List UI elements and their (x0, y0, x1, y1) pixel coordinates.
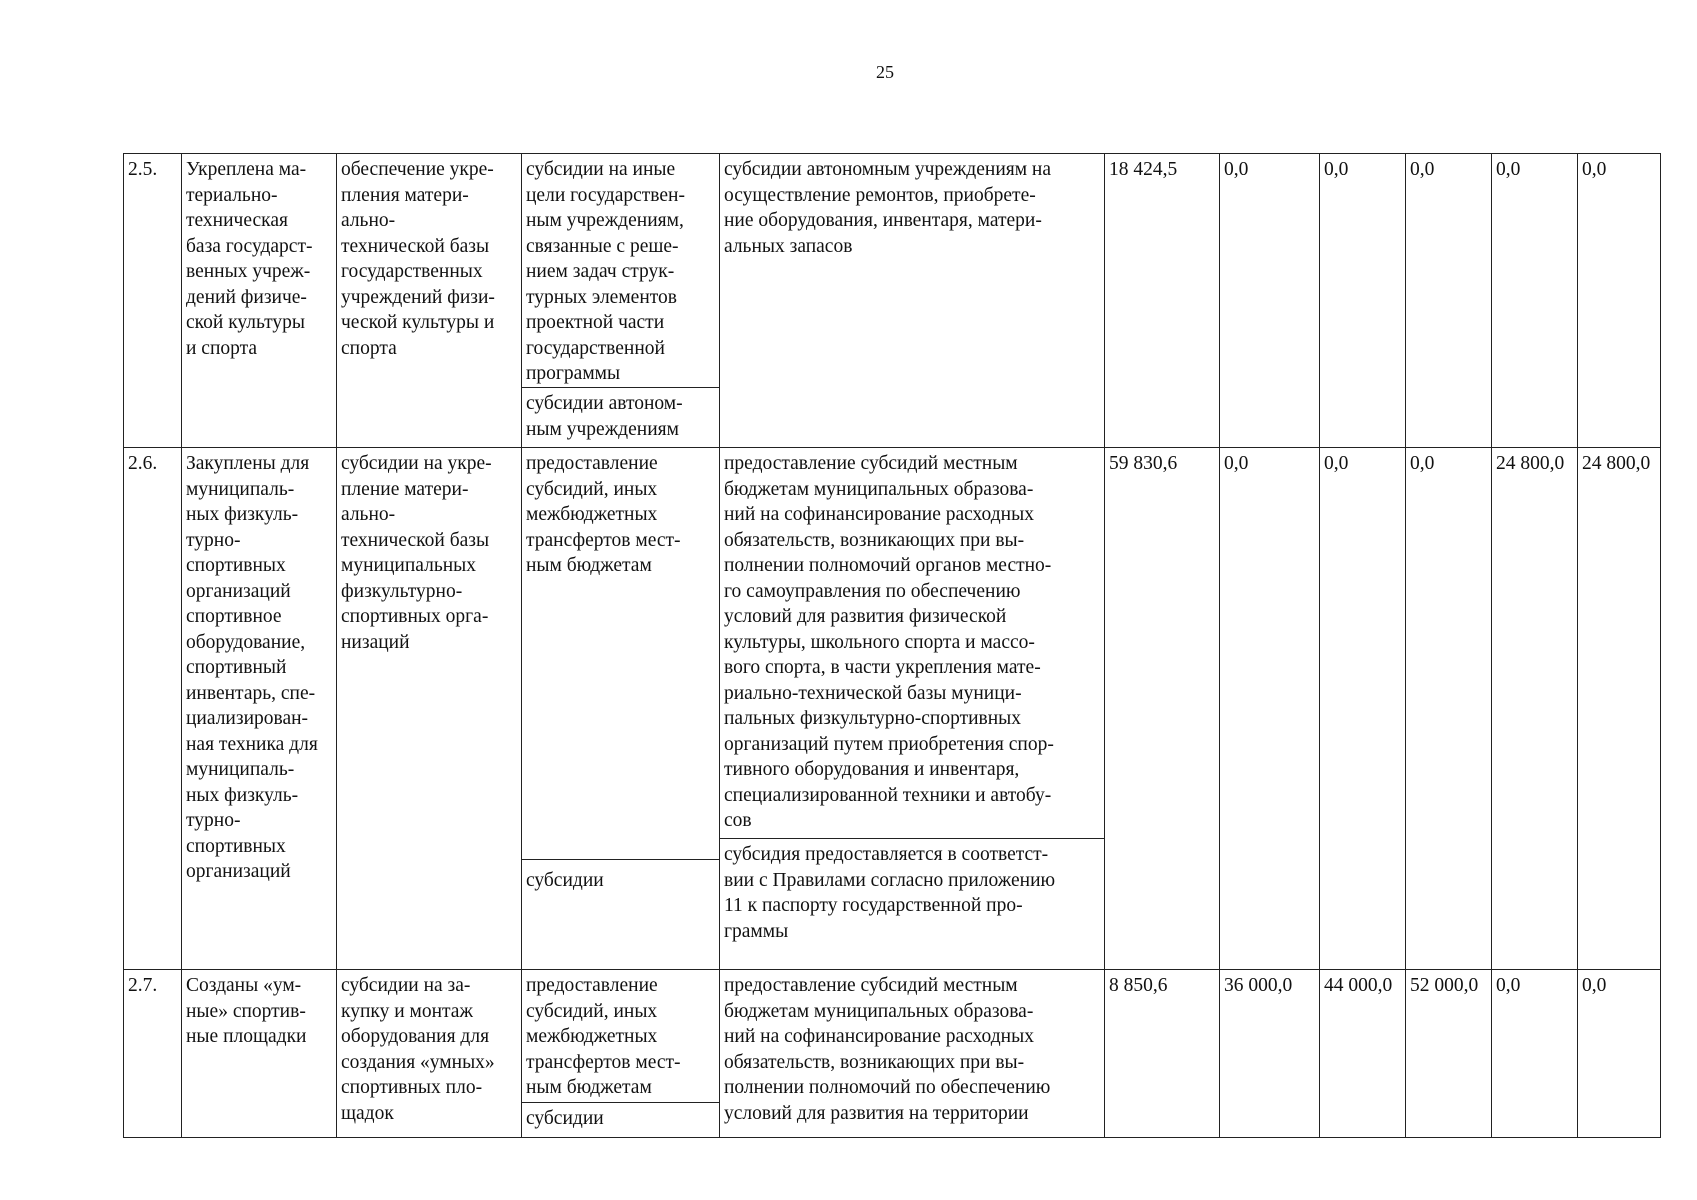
row-number: 2.6. (124, 448, 182, 970)
value-cell: 0,0 (1406, 154, 1492, 448)
result-cell: Укреплена ма- териально- техническая база государст- венных учреж- дений физиче- ской культуры и спорта (182, 154, 337, 448)
description-cell: предоставление субсидий местным бюджетам муниципальных образова- ний на софинансирование расходных обязательств, возникающих при вы- полнении полномочий по обеспечению условий для развития на территории (720, 970, 1105, 1138)
row-number: 2.5. (124, 154, 182, 448)
type-cell: предоставление субсидий, иных межбюджетных трансфертов мест- ным бюджетам субсидии (522, 448, 720, 970)
description-cell: субсидии автономным учреждениям на осуществление ремонтов, приобрете- ние оборудования, инвентаря, матери- альных запасов (720, 154, 1105, 448)
value-cell: 0,0 (1220, 154, 1320, 448)
description-cell: предоставление субсидий местным бюджетам муниципальных образова- ний на софинансирование расходных обязательств, возникающих при вы- полнении полномочий органов местно- го самоуправления по обеспечению условий для развития физической культуры, школьного спорта и массо- вого спорта, в части укрепления мате- риально-технической базы муници- пальных физкультурно-спортивных организаций путем приобретения спор- тивного оборудования и инвентаря, специализированной техники и автобу- сов субсидия предоставляется в соответст- вии с Правилами согласно приложению 11 к паспорту государственной про- граммы (720, 448, 1105, 970)
table-row (124, 448, 1661, 970)
value-cell: 24 800,0 (1578, 448, 1661, 970)
value-cell: 0,0 (1220, 448, 1320, 970)
description-subcell: субсидия предоставляется в соответст- вии с Правилами согласно приложению 11 к паспорту государственной про- граммы (720, 838, 1104, 968)
value-cell: 0,0 (1492, 970, 1578, 1138)
type-subcell: субсидии автоном- ным учреждениям (522, 387, 719, 444)
table-row (124, 154, 1661, 448)
value-cell: 52 000,0 (1406, 970, 1492, 1138)
table-row (124, 970, 1661, 1138)
value-cell: 0,0 (1406, 448, 1492, 970)
value-cell: 0,0 (1320, 154, 1406, 448)
value-cell: 24 800,0 (1492, 448, 1578, 970)
value-cell: 18 424,5 (1105, 154, 1220, 448)
value-cell: 36 000,0 (1220, 970, 1320, 1138)
measure-cell: обеспечение укре- пления матери- ально- технической базы государственных учреждений физи- ческой культуры и спорта (337, 154, 522, 448)
type-cell: субсидии на иные цели государствен- ным учреждениям, связанные с реше- нием задач струк- турных элементов проектной части государственной программы субсидии автоном- ным учреждениям (522, 154, 720, 448)
value-cell: 59 830,6 (1105, 448, 1220, 970)
value-cell: 0,0 (1578, 970, 1661, 1138)
page-number: 25 (876, 62, 894, 82)
measure-cell: субсидии на за- купку и монтаж оборудования для создания «умных» спортивных пло- щадок (337, 970, 522, 1138)
value-cell: 8 850,6 (1105, 970, 1220, 1138)
type-subcell: субсидии (522, 859, 719, 965)
program-table (123, 153, 1661, 1138)
row-number: 2.7. (124, 970, 182, 1138)
value-cell: 0,0 (1320, 448, 1406, 970)
result-cell: Созданы «ум- ные» спортив- ные площадки (182, 970, 337, 1138)
type-cell: предоставление субсидий, иных межбюджетных трансфертов мест- ным бюджетам субсидии (522, 970, 720, 1138)
value-cell: 44 000,0 (1320, 970, 1406, 1138)
value-cell: 0,0 (1492, 154, 1578, 448)
value-cell: 0,0 (1578, 154, 1661, 448)
type-subcell: субсидии (522, 1102, 719, 1134)
measure-cell: субсидии на укре- пление матери- ально- технической базы муниципальных физкультурно- спортивных орга- низаций (337, 448, 522, 970)
result-cell: Закуплены для муниципаль- ных физкуль- турно- спортивных организаций спортивное оборудование, спортивный инвентарь, спе- циализирован- ная техника для муниципаль- ных физкуль- турно- спортивных организаций (182, 448, 337, 970)
